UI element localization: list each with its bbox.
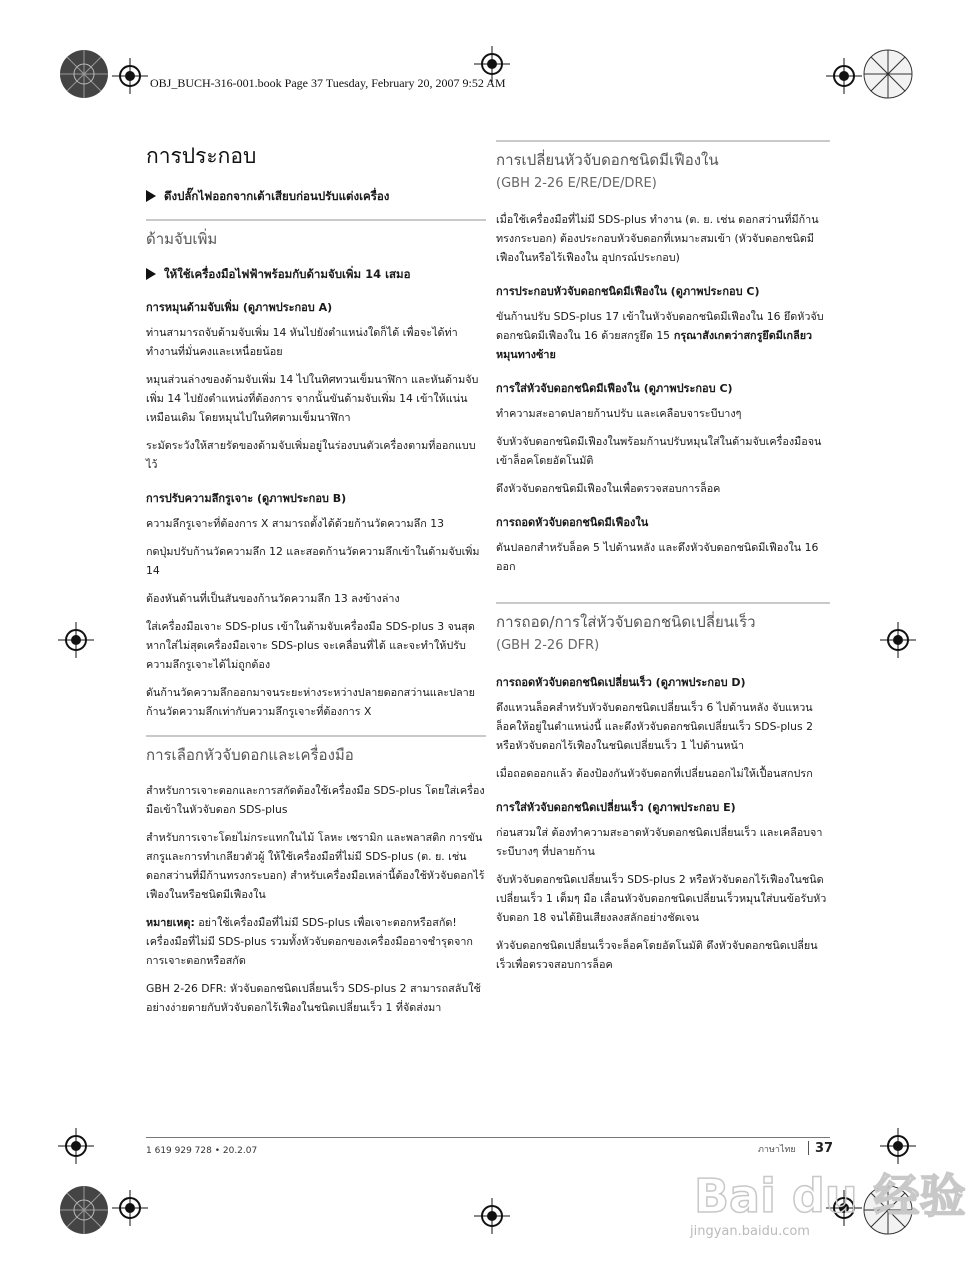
paragraph: ดึงแหวนล็อคสำหรับหัวจับดอกชนิดเปลี่ยนเร็ว 6 ไปด้านหลัง จับแหวนล็อคให้อยู่ในตำแหน่งนี้ และดึงหัวจับดอกชนิดเปลี่ยนเร็ว SDS-plus 2 หรือหัวจับดอกไร้เฟืองในชนิดเปลี่ยนเร็ว 1 ไปด้านหน้า — [496, 701, 813, 752]
paragraph: กดปุ่มปรับก้านวัดความลึก 12 และสอดก้านวัดความลึกเข้าในด้ามจับเพิ่ม 14 — [146, 545, 480, 577]
footer-separator — [808, 1141, 809, 1155]
paragraph: ต้องหันด้านที่เป็นสันของก้านวัดความลึก 13 ลงข้างล่าง — [146, 592, 400, 605]
paragraph: ขันก้านปรับ SDS-plus 17 เข้าในหัวจับดอกชนิดมีเฟืองใน 16 ยึดหัวจับดอกชนิดมีเฟืองใน 16 ด้วยสกรูยึด 15 กรุณาสังเกตว่าสกรูยึดมีเกลียวหมุนทางซ้าย — [496, 310, 824, 361]
paragraph: สำหรับการเจาะโดยไม่กระแทกในไม้ โลหะ เซรามิก และพลาสติก การขันสกรูและการทำเกลียวตัวผู้ ให้ใช้เครื่องมือที่ไม่มี SDS-plus (ต. ย. เช่น ดอกสว่านที่มีก้านทรงกระบอก) สำหรับเครื่องมือเหล่านี้ต้องใช้หัวจับดอกไร้เฟืองในหรือชนิดมีเฟืองใน — [146, 831, 485, 901]
section-title-geared-chuck: การเปลี่ยนหัวจับดอกชนิดมีเฟืองใน (GBH 2-26 E/RE/DE/DRE) — [496, 140, 830, 196]
corner-target-top-right — [862, 48, 914, 100]
file-header-line: OBJ_BUCH-316-001.book Page 37 Tuesday, February 20, 2007 9:52 AM — [150, 76, 506, 90]
baidu-watermark-logo — [690, 1160, 966, 1230]
crosshair-mark-bottom-left — [58, 1128, 94, 1164]
crosshair-mark-top-center — [474, 46, 510, 82]
paragraph: ดันปลอกสำหรับล็อค 5 ไปด้านหลัง และดึงหัวจับดอกชนิดมีเฟืองใน 16 ออก — [496, 541, 819, 573]
left-column — [146, 140, 486, 1026]
footer-doc-code: 1 619 929 728 • 20.2.07 — [146, 1146, 258, 1156]
baidu-logo-text: Bai du 经验 — [694, 1169, 966, 1223]
subheading-remove-geared-chuck: การถอดหัวจับดอกชนิดมีเฟืองใน — [496, 516, 649, 529]
corner-target-top-left — [58, 48, 110, 100]
paragraph: ดึงหัวจับดอกชนิดมีเฟืองในเพื่อตรวจสอบการล็อค — [496, 482, 721, 495]
crosshair-mark-top-right — [826, 58, 862, 94]
subheading-depth-adjust: การปรับความลึกรูเจาะ (ดูภาพประกอบ B) — [146, 492, 347, 505]
paragraph: จับหัวจับดอกชนิดเปลี่ยนเร็ว SDS-plus 2 หรือหัวจับดอกไร้เฟืองในชนิดเปลี่ยนเร็ว 1 เต็มๆ มือ เลื่อนหัวจับดอกชนิดเปลี่ยนเร็วหมุนใส่บนข้อรับหัวจับดอก 18 จนได้ยินเสียงลงสลักอย่างชัดเจน — [496, 873, 827, 924]
paragraph: จับหัวจับดอกชนิดมีเฟืองในพร้อมก้านปรับหมุนใส่ในด้ามจับเครื่องมือจนเข้าล็อคโดยอัตโนมัติ — [496, 435, 822, 467]
crosshair-mark-top-left — [112, 58, 148, 94]
subheading-rotate-handle: การหมุนด้ามจับเพิ่ม (ดูภาพประกอบ A) — [146, 301, 333, 314]
paragraph: ใส่เครื่องมือเจาะ SDS-plus เข้าในด้ามจับเครื่องมือ SDS-plus 3 จนสุด หากใส่ไม่สุดเครื่องมือเจาะ SDS-plus จะเคลื่อนที่ได้ และจะทำให้ปรับความลึกรูเจาะได้ไม่ถูกต้อง — [146, 620, 475, 671]
corner-target-bottom-left — [58, 1184, 110, 1236]
note-paragraph: หมายเหตุ: อย่าใช้เครื่องมือที่ไม่มี SDS-plus เพื่อเจาะตอกหรือสกัด! เครื่องมือที่ไม่มี SDS-plus รวมทั้งหัวจับดอกของเครื่องมืออาจชำรุดจากการเจาะตอกหรือสกัด — [146, 916, 473, 967]
crosshair-mark-left-mid — [58, 622, 94, 658]
triangle-bullet-icon — [146, 190, 156, 202]
paragraph: ท่านสามารถจับด้ามจับเพิ่ม 14 หันไปยังตำแหน่งใดก็ได้ เพื่อจะได้ท่าทำงานที่มั่นคงและเหนื่อยน้อย — [146, 326, 458, 358]
footer-language: ภาษาไทย — [758, 1145, 796, 1155]
watermark-url: jingyan.baidu.com — [690, 1224, 810, 1239]
paragraph: หมุนส่วนล่างของด้ามจับเพิ่ม 14 ไปในทิศทวนเข็มนาฬิกา และหันด้ามจับเพิ่ม 14 ไปยังตำแหน่งที่ต้องการ จากนั้นขันด้ามจับเพิ่ม 14 เข้าให้แน่นเหมือนเดิม โดยหมุนไปในทิศตามเข็มนาฬิกา — [146, 373, 479, 424]
section-title-aux-handle: ด้ามจับเพิ่ม — [146, 219, 486, 251]
paragraph: หัวจับดอกชนิดเปลี่ยนเร็วจะล็อคโดยอัตโนมัติ ดึงหัวจับดอกชนิดเปลี่ยนเร็วเพื่อตรวจสอบการล็อค — [496, 939, 818, 971]
section-title-quick-change-chuck: การถอด/การใส่หัวจับดอกชนิดเปลี่ยนเร็ว (GBH 2-26 DFR) — [496, 602, 830, 658]
crosshair-mark-bottom-a — [112, 1190, 148, 1226]
paragraph: GBH 2-26 DFR: หัวจับดอกชนิดเปลี่ยนเร็ว SDS-plus 2 สามารถสลับใช้อย่างง่ายดายกับหัวจับดอกไร้เฟืองในชนิดเปลี่ยนเร็ว 1 ที่จัดส่งมา — [146, 982, 481, 1014]
crosshair-mark-bottom-center — [474, 1198, 510, 1234]
note-label: หมายเหตุ: — [146, 916, 195, 929]
unplug-warning: ดึงปลั๊กไฟออกจากเต้าเสียบก่อนปรับแต่งเครื่อง — [146, 187, 486, 205]
paragraph: ทำความสะอาดปลายก้านปรับ และเคลือบจาระบีบางๆ — [496, 407, 742, 420]
subheading-insert-quick-chuck: การใส่หัวจับดอกชนิดเปลี่ยนเร็ว (ดูภาพประกอบ E) — [496, 801, 736, 814]
paragraph: ก่อนสวมใส่ ต้องทำความสะอาดหัวจับดอกชนิดเปลี่ยนเร็ว และเคลือบจาระบีบางๆ ที่ปลายก้าน — [496, 826, 823, 858]
aux-handle-warning: ให้ใช้เครื่องมือไฟฟ้าพร้อมกับด้ามจับเพิ่ม 14 เสมอ — [146, 265, 486, 283]
triangle-bullet-icon — [146, 268, 156, 280]
paragraph: เมื่อถอดออกแล้ว ต้องป้องกันหัวจับดอกที่เปลี่ยนออกไม่ให้เปื้อนสกปรก — [496, 767, 813, 780]
crosshair-mark-bottom-right — [880, 1128, 916, 1164]
section-title-tool-selection: การเลือกหัวจับดอกและเครื่องมือ — [146, 735, 486, 767]
crosshair-mark-right-mid — [880, 622, 916, 658]
subheading-insert-geared-chuck: การใส่หัวจับดอกชนิดมีเฟืองใน (ดูภาพประกอบ C) — [496, 382, 733, 395]
right-column — [496, 140, 830, 983]
paragraph: ระมัดระวังให้สายรัดของด้ามจับเพิ่มอยู่ในร่องบนตัวเครื่องตามที่ออกแบบไว้ — [146, 439, 476, 471]
page-title: การประกอบ — [146, 144, 257, 168]
paragraph: สำหรับการเจาะตอกและการสกัดต้องใช้เครื่องมือ SDS-plus โดยใส่เครื่องมือเข้าในหัวจับดอก SDS-plus — [146, 784, 485, 816]
paragraph: ความลึกรูเจาะที่ต้องการ X สามารถตั้งได้ด้วยก้านวัดความลึก 13 — [146, 517, 444, 530]
footer-rule — [146, 1137, 830, 1138]
subheading-remove-quick-chuck: การถอดหัวจับดอกชนิดเปลี่ยนเร็ว (ดูภาพประกอบ D) — [496, 676, 746, 689]
page-number: 37 — [815, 1141, 834, 1156]
paragraph: เมื่อใช้เครื่องมือที่ไม่มี SDS-plus ทำงาน (ต. ย. เช่น ดอกสว่านที่มีก้านทรงกระบอก) ต้องประกอบหัวจับดอกที่เหมาะสมเข้า (หัวจับดอกชนิดมีเฟืองในหรือไร้เฟืองใน อุปกรณ์ประกอบ) — [496, 213, 819, 264]
subheading-mount-geared-chuck: การประกอบหัวจับดอกชนิดมีเฟืองใน (ดูภาพประกอบ C) — [496, 285, 760, 298]
paragraph: ดันก้านวัดความลึกออกมาจนระยะห่างระหว่างปลายดอกสว่านและปลายก้านวัดความลึกเท่ากับความลึกรูเจาะที่ต้องการ X — [146, 686, 475, 718]
